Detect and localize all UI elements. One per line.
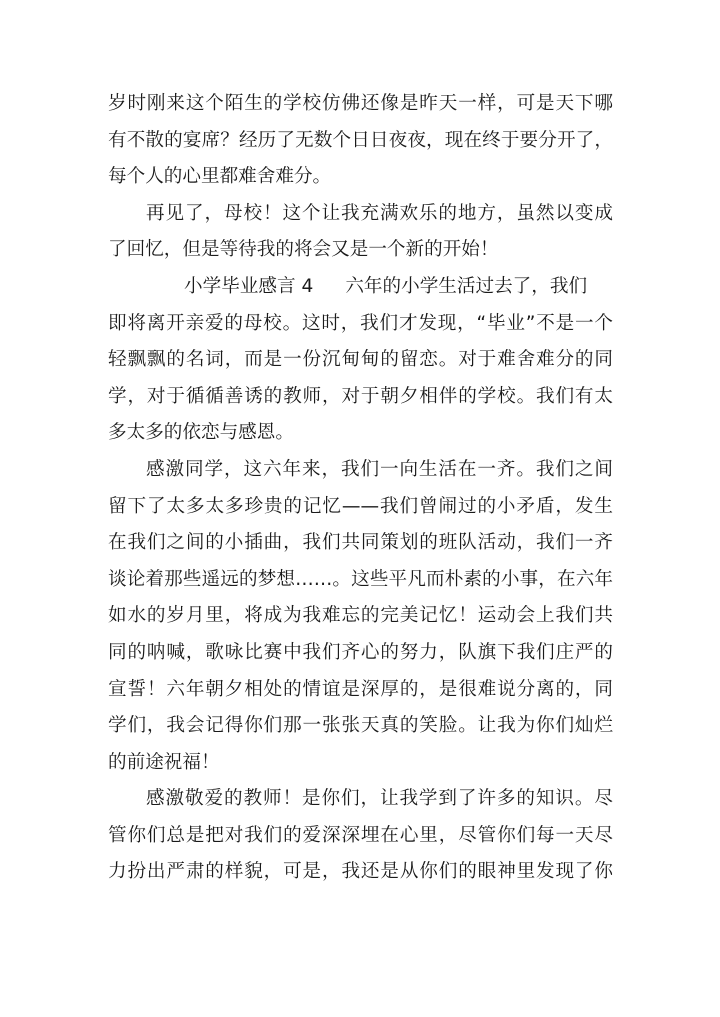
- section-heading-line: [108, 269, 613, 306]
- text-line: 多太多的依恋与感恩。: [108, 422, 294, 444]
- paragraph-start-line: 感激敬爱的教师！是你们，让我学到了许多的知识。尽: [146, 788, 613, 810]
- text-line: 如水的岁月里，将成为我难忘的完美记忆！运动会上我们共: [108, 605, 613, 627]
- text-line: 每个人的心里都难舍难分。: [108, 166, 332, 188]
- text-line: 谈论着那些遥远的梦想……。这些平凡而朴素的小事，在六年: [108, 568, 613, 590]
- text-line: 学，对于循循善诱的教师，对于朝夕相伴的学校。我们有太: [108, 385, 613, 407]
- paragraph-start-line: 再见了，母校！这个让我充满欢乐的地方，虽然以变成: [146, 202, 613, 224]
- text-line: 学们，我会记得你们那一张张天真的笑脸。让我为你们灿烂: [108, 715, 613, 737]
- text-line: 岁时刚来这个陌生的学校仿佛还像是昨天一样，可是天下哪: [108, 93, 613, 114]
- text-line: 力扮出严肃的样貌，可是，我还是从你们的眼神里发现了你: [108, 861, 613, 883]
- document-page: [108, 86, 613, 891]
- text-line: 的前途祝福！: [108, 751, 220, 773]
- text-line: 即将离开亲爱的母校。这时，我们才发现，“毕业”不是一个: [108, 312, 613, 334]
- text-line: 宣誓！六年朝夕相处的情谊是深厚的，是很难说分离的，同: [108, 678, 613, 700]
- text-line: 同的呐喊，歌咏比赛中我们齐心的努力，队旗下我们庄严的: [108, 641, 613, 663]
- heading-continuation-text: 六年的小学生活过去了，我们: [345, 275, 588, 297]
- text-line: 留下了太多太多珍贵的记忆——我们曾闹过的小矛盾，发生: [108, 495, 613, 517]
- text-line: 有不散的宴席？经历了无数个日日夜夜，现在终于要分开了，: [108, 129, 613, 151]
- section-heading: 小学毕业感言 4: [184, 275, 314, 297]
- text-line: 了回忆，但是等待我的将会又是一个新的开始！: [108, 239, 499, 261]
- text-line: 在我们之间的小插曲，我们共同策划的班队活动，我们一齐: [108, 532, 613, 554]
- text-line: 管你们总是把对我们的爱深深埋在心里，尽管你们每一天尽: [108, 824, 613, 846]
- paragraph-start-line: 感激同学，这六年来，我们一向生活在一齐。我们之间: [146, 458, 613, 480]
- text-line: 轻飘飘的名词，而是一份沉甸甸的留恋。对于难舍难分的同: [108, 349, 613, 371]
